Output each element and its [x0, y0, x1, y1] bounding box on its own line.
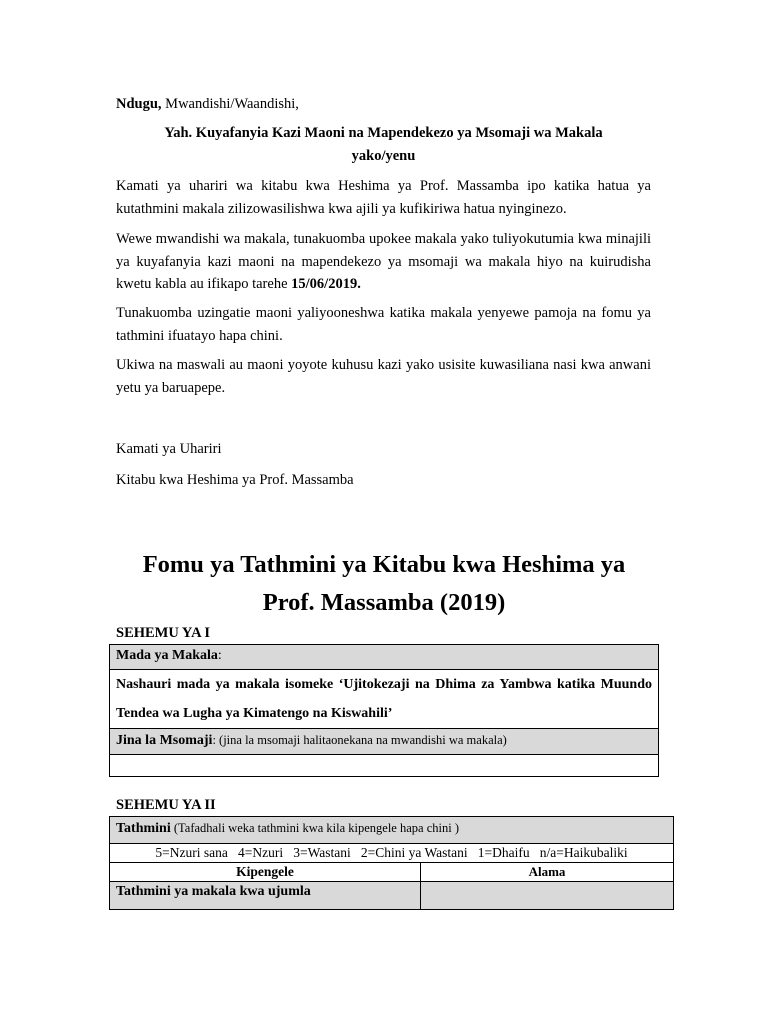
topic-colon: : — [217, 648, 222, 663]
evaluation-label: Tathmini — [116, 821, 171, 836]
table-row — [110, 729, 659, 755]
table-row — [110, 882, 674, 910]
subject-line-1: Yah. Kuyafanyia Kazi Maoni na Mapendekezo ya Msomaji wa Makala — [164, 125, 603, 141]
section-1-label: SEHEMU YA I — [116, 625, 211, 641]
reader-note: : (jina la msomaji halitaonekana na mwandishi wa makala) — [212, 733, 507, 747]
reader-label-cell — [110, 729, 659, 755]
form-title-line-1: Fomu ya Tathmini ya Kitabu kwa Heshima ya — [142, 551, 626, 578]
evaluation-header-cell — [110, 817, 674, 844]
deadline-date: 15/06/2019. — [291, 276, 361, 292]
paragraph-3: Tunakuomba uzingatie maoni yaliyooneshwa katika makala yenyewe pamoja na fomu ya tathmini ifuatayo hapa chini. — [116, 305, 651, 344]
greeting-salutation: Ndugu, — [116, 96, 162, 112]
subject-line — [116, 122, 651, 167]
signature-book: Kitabu kwa Heshima ya Prof. Massamba — [116, 472, 354, 488]
table-row — [110, 670, 659, 729]
table-row — [110, 844, 674, 863]
form-title — [100, 546, 668, 622]
section-1-table — [109, 644, 659, 777]
topic-value-cell[interactable]: Nashauri mada ya makala isomeke ‘Ujitokezaji na Dhima za Yambwa katika Muundo Tendea wa Lugha ya Kimatengo na Kiswahili’ — [110, 670, 659, 729]
section-2-label: SEHEMU YA II — [116, 797, 216, 813]
row-item-overall: Tathmini ya makala kwa ujumla — [110, 882, 421, 910]
subject-line-2: yako/yenu — [351, 147, 416, 164]
evaluation-note: (Tafadhali weka tathmini kwa kila kipengele hapa chini ) — [170, 821, 459, 835]
paragraph-2-text: Wewe mwandishi wa makala, tunakuomba upokee makala yako tuliyokutumia kwa minajili ya kuyafanyia kazi maoni na mapendekezo ya msomaji wa makala hiyo na kuirudisha kwetu kabla au ifikapo tarehe — [116, 231, 651, 292]
form-title-line-2: Prof. Massamba (2019) — [262, 589, 506, 616]
column-header-score: Alama — [421, 863, 674, 882]
greeting — [116, 93, 651, 116]
table-row — [110, 755, 659, 777]
row-score-overall[interactable] — [421, 882, 674, 910]
rating-scale: 5=Nzuri sana 4=Nzuri 3=Wastani 2=Chini ya Wastani 1=Dhaifu n/a=Haikubaliki — [110, 844, 674, 863]
table-row — [110, 645, 659, 670]
column-header-item: Kipengele — [110, 863, 421, 882]
reader-value-cell[interactable] — [110, 755, 659, 777]
reader-label: Jina la Msomaji — [116, 733, 213, 748]
paragraph-1: Kamati ya uhariri wa kitabu kwa Heshima ya Prof. Massamba ipo katika hatua ya kutathmini makala zilizowasilishwa kwa ajili ya kufikiriwa hatua nyinginezo. — [116, 178, 651, 217]
paragraph-2 — [116, 228, 651, 296]
table-row — [110, 863, 674, 882]
section-2-table — [109, 816, 674, 910]
topic-label-cell — [110, 645, 659, 670]
greeting-recipient: Mwandishi/Waandishi, — [161, 96, 299, 112]
topic-label: Mada ya Makala — [116, 648, 218, 663]
signature-committee: Kamati ya Uhariri — [116, 441, 222, 457]
paragraph-4: Ukiwa na maswali au maoni yoyote kuhusu kazi yako usisite kuwasiliana nasi kwa anwani yetu ya baruapepe. — [116, 357, 651, 396]
table-row — [110, 817, 674, 844]
